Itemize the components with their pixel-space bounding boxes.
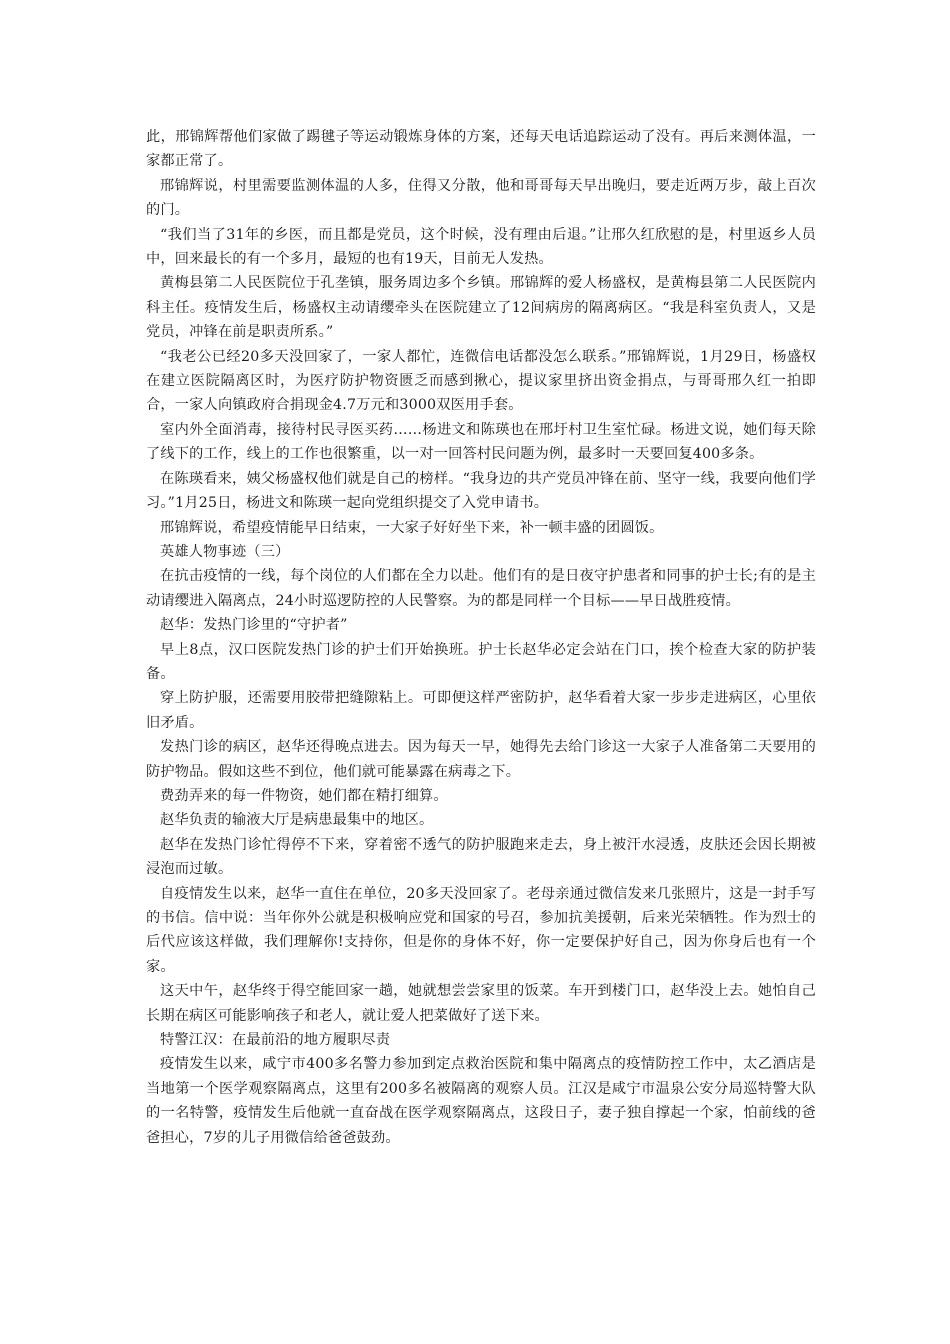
paragraph: “我们当了31年的乡医，而且都是党员，这个时候，没有理由后退。”让邢久红欣慰的是，村里返乡人员中，回来最长的有一个多月，最短的也有19天，目前无人发热。 [146,226,816,268]
paragraph: 疫情发生以来，咸宁市400多名警力参加到定点救治医院和集中隔离点的疫情防控工作中，太乙酒店是当地第一个医学观察隔离点，这里有200多名被隔离的观察人员。江汉是咸宁市温泉公安分局巡特警大队的一名特警，疫情发生后他就一直奋战在医学观察隔离点，这段日子，妻子独自撑起一个家，怕前线的爸爸担心，7岁的儿子用微信给爸爸鼓劲。 [146,1056,816,1146]
paragraph: “我老公已经20多天没回家了，一家人都忙，连微信电话都没怎么联系。”邢锦辉说，1月29日，杨盛权在建立医院隔离区时，为医疗防护物资匮乏而感到揪心，提议家里挤出资金捐点，与哥哥邢久红一拍即合，一家人向镇政府合捐现金4.7万元和3000双医用手套。 [146,348,816,414]
subsection-heading: 赵华：发热门诊里的“守护者” [160,617,348,634]
paragraph: 赵华负责的输液大厅是病患最集中的地区。 [160,812,434,829]
paragraph: 早上8点，汉口医院发热门诊的护士们开始换班。护士长赵华必定会站在门口，挨个检查大家的防护装备。 [146,641,816,682]
document-page [146,125,816,1150]
paragraph: 这天中午，赵华终于得空能回家一趟，她就想尝尝家里的饭菜。车开到楼门口，赵华没上去。她怕自己长期在病区可能影响孩子和老人，就让爱人把菜做好了送下来。 [146,983,816,1024]
paragraph: 邢锦辉说，村里需要监测体温的人多，住得又分散，他和哥哥每天早出晚归，要走近两万步，敲上百次的门。 [146,177,816,219]
paragraph: 室内外全面消毒，接待村民寻医买药……杨进文和陈瑛也在邢圩村卫生室忙碌。杨进文说，她们每天除了线下的工作，线上的工作也很繁重，以一对一回答村民问题为例，最多时一天要回复400多条。 [146,421,816,463]
paragraph: 邢锦辉说，希望疫情能早日结束，一大家子好好坐下来，补一顿丰盛的团圆饭。 [160,519,664,536]
paragraph: 此，邢锦辉帮他们家做了踢毽子等运动锻炼身体的方案，还每天电话追踪运动了没有。再后来测体温，一家都正常了。 [146,129,816,170]
paragraph: 自疫情发生以来，赵华一直住在单位，20多天没回家了。老母亲通过微信发来几张照片，这是一封手写的书信。信中说：当年你外公就是积极响应党和国家的号召，参加抗美援朝，后来光荣牺牲。作为烈士的后代应该这样做，我们理解你!支持你，但是你的身体不好，你一定要保护好自己，因为你身后也有一个家。 [146,885,816,975]
subsection-heading: 特警江汉：在最前沿的地方履职尽责 [160,1032,391,1049]
paragraph: 发热门诊的病区，赵华还得晚点进去。因为每天一早，她得先去给门诊这一大家子人准备第二天要用的防护物品。假如这些不到位，他们就可能暴露在病毒之下。 [146,739,816,780]
paragraph: 赵华在发热门诊忙得停不下来，穿着密不透气的防护服跑来走去，身上被汗水浸透，皮肤还会因长期被浸泡而过敏。 [146,836,816,878]
paragraph: 在陈瑛看来，姨父杨盛权他们就是自己的榜样。“我身边的共产党员冲锋在前、坚守一线，我要向他们学习。”1月25日，杨进文和陈瑛一起向党组织提交了入党申请书。 [146,470,816,512]
paragraph: 黄梅县第二人民医院位于孔垄镇，服务周边多个乡镇。邢锦辉的爱人杨盛权，是黄梅县第二人民医院内科主任。疫情发生后，杨盛权主动请缨牵头在医院建立了12间病房的隔离病区。“我是科室负责人，又是党员，冲锋在前是职责所系。” [146,275,816,341]
paragraph: 穿上防护服，还需要用胶带把缝隙粘上。可即便这样严密防护，赵华看着大家一步步走进病区，心里依旧矛盾。 [146,690,816,731]
section-heading: 英雄人物事迹（三） [160,543,290,560]
paragraph: 在抗击疫情的一线，每个岗位的人们都在全力以赴。他们有的是日夜守护患者和同事的护士长;有的是主动请缨进入隔离点，24小时巡逻防控的人民警察。为的都是同样一个目标——早日战胜疫情。 [146,568,816,609]
paragraph: 费劲弄来的每一件物资，她们都在精打细算。 [160,787,448,804]
